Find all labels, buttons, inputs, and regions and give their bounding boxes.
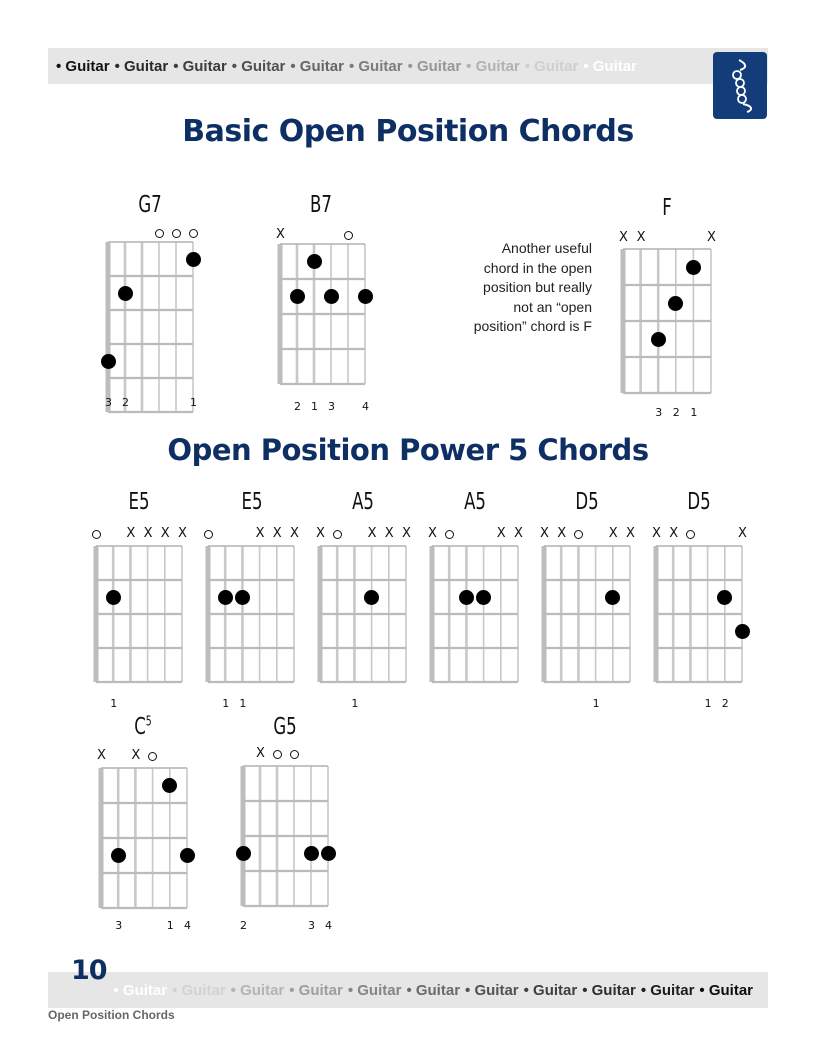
chord-name: A5: [464, 489, 486, 515]
chord-grid: [317, 543, 409, 685]
band-word: • Guitar: [407, 57, 462, 75]
muted-string-mark: X: [540, 526, 549, 541]
chord-name: E5: [241, 489, 263, 515]
fingering-number: 2: [240, 919, 247, 932]
open-string-icon: [333, 530, 342, 539]
open-string-icon: [92, 530, 101, 539]
fingering-number: 3: [328, 400, 335, 413]
chord-name: G7: [138, 192, 162, 218]
fingering-number: 1: [166, 919, 174, 932]
muted-string-mark: X: [514, 526, 523, 541]
fingering-number: 2: [122, 396, 129, 409]
muted-string-mark: X: [178, 526, 187, 541]
finger-dot: [118, 286, 133, 301]
finger-dot: [735, 624, 750, 639]
chord-name: F: [662, 195, 672, 221]
band-word: • Guitar: [290, 57, 344, 75]
fingering-number: 2: [721, 697, 729, 710]
muted-string-mark: X: [143, 526, 153, 541]
chord-grid: [653, 543, 745, 685]
finger-dot: [236, 846, 251, 861]
chord-grid: [541, 543, 633, 685]
muted-string-mark: X: [652, 526, 661, 541]
band-word: • Guitar: [699, 981, 753, 999]
muted-string-mark: X: [636, 230, 646, 245]
finger-dot: [364, 590, 379, 605]
fingering-number: 1: [690, 406, 698, 419]
fingering-number: 3: [115, 919, 123, 932]
open-string-icon: [290, 750, 299, 759]
finger-dot: [651, 332, 666, 347]
fingering-number: 3: [105, 396, 112, 409]
page-number: 10: [71, 955, 107, 986]
muted-string-mark: X: [384, 526, 394, 541]
muted-string-mark: X: [255, 526, 265, 541]
band-word: • Guitar: [113, 981, 168, 999]
band-word: • Guitar: [173, 57, 227, 75]
chord-name: B7: [310, 192, 332, 218]
fingering-number: 1: [351, 697, 359, 710]
finger-dot: [358, 289, 373, 304]
finger-dot: [290, 289, 305, 304]
fingering-number: 1: [239, 697, 247, 710]
open-string-icon: [148, 752, 157, 761]
chord-name: G5: [273, 714, 297, 740]
finger-dot: [668, 296, 683, 311]
chord-name-superscript: 5: [145, 714, 152, 730]
chord-grid: [205, 543, 297, 685]
muted-string-mark: X: [126, 526, 136, 541]
finger-dot: [605, 590, 620, 605]
footer-band: [48, 972, 768, 1008]
band-word: • Guitar: [582, 981, 636, 999]
open-string-icon: [686, 530, 695, 539]
finger-dot: [186, 252, 201, 267]
fingering-number: 1: [110, 697, 118, 710]
muted-string-mark: X: [626, 526, 635, 541]
fingering-number: 4: [325, 919, 332, 932]
muted-string-mark: X: [669, 526, 679, 541]
finger-dot: [324, 289, 339, 304]
band-word: • Guitar: [524, 57, 579, 75]
band-word: • Guitar: [172, 981, 226, 999]
muted-string-mark: X: [272, 526, 282, 541]
finger-dot: [717, 590, 732, 605]
fingering-number: 3: [308, 919, 315, 932]
finger-dot: [321, 846, 336, 861]
muted-string-mark: X: [131, 748, 141, 763]
fingering-number: 1: [311, 400, 318, 413]
chain-logo-icon: [713, 52, 767, 119]
muted-string-mark: X: [557, 526, 567, 541]
header-band: [48, 48, 768, 84]
fingering-number: 4: [184, 919, 191, 932]
muted-string-mark: X: [367, 526, 377, 541]
finger-dot: [476, 590, 491, 605]
fingering-number: 1: [190, 396, 197, 409]
muted-string-mark: X: [97, 748, 106, 763]
chord-name: $C^5$: [134, 714, 152, 740]
fingering-number: 1: [592, 697, 600, 710]
band-word: • Guitar: [289, 981, 343, 999]
chord-grid: [105, 239, 196, 415]
finger-dot: [304, 846, 319, 861]
muted-string-mark: X: [608, 526, 618, 541]
finger-dot: [111, 848, 126, 863]
finger-dot: [101, 354, 116, 369]
band-word: • Guitar: [406, 981, 461, 999]
fingering-number: 3: [655, 406, 663, 419]
muted-string-mark: X: [496, 526, 506, 541]
band-word: • Guitar: [348, 57, 403, 75]
muted-string-mark: X: [402, 526, 411, 541]
section-label: Open Position Chords: [48, 1008, 175, 1022]
chord-name: E5: [128, 489, 150, 515]
band-word: • Guitar: [523, 981, 578, 999]
chord-grid: [429, 543, 521, 685]
band-word: • Guitar: [466, 57, 520, 75]
fingering-number: 1: [704, 697, 712, 710]
muted-string-mark: X: [160, 526, 170, 541]
finger-dot: [686, 260, 701, 275]
band-word: • Guitar: [347, 981, 402, 999]
chord-name: D5: [575, 489, 599, 515]
finger-dot: [235, 590, 250, 605]
chord-grid: [240, 763, 331, 909]
band-word: • Guitar: [465, 981, 519, 999]
band-word: • Guitar: [231, 57, 286, 75]
open-string-icon: [445, 530, 454, 539]
muted-string-mark: X: [316, 526, 325, 541]
fingering-number: 2: [294, 400, 301, 413]
finger-dot: [459, 590, 474, 605]
finger-dot: [106, 590, 121, 605]
band-word: • Guitar: [640, 981, 695, 999]
band-word: • Guitar: [114, 57, 169, 75]
open-string-icon: [155, 229, 164, 238]
finger-dot: [218, 590, 233, 605]
finger-dot: [180, 848, 195, 863]
muted-string-mark: X: [256, 746, 265, 761]
f-chord-note: Another useful chord in the open position but really not an “open position” chord is F: [473, 240, 592, 334]
band-word: • Guitar: [230, 981, 285, 999]
muted-string-mark: X: [707, 230, 716, 245]
fingering-number: 4: [362, 400, 369, 413]
open-string-icon: [273, 750, 282, 759]
band-word: • Guitar: [583, 57, 637, 75]
open-string-icon: [574, 530, 583, 539]
open-string-icon: [189, 229, 198, 238]
muted-string-mark: X: [276, 227, 285, 242]
chord-name: D5: [687, 489, 711, 515]
open-string-icon: [344, 231, 353, 240]
section-title-power: Open Position Power 5 Chords: [167, 433, 649, 467]
muted-string-mark: X: [738, 526, 747, 541]
fingering-number: 1: [222, 697, 230, 710]
band-word: • Guitar: [56, 57, 110, 75]
section-title-basic: Basic Open Position Chords: [182, 114, 634, 149]
chord-name: A5: [352, 489, 374, 515]
open-string-icon: [172, 229, 181, 238]
chord-grid: [93, 543, 185, 685]
chord-grid: [277, 241, 368, 387]
fingering-number: 2: [672, 406, 680, 419]
muted-string-mark: X: [428, 526, 437, 541]
muted-string-mark: X: [290, 526, 299, 541]
finger-dot: [307, 254, 322, 269]
publisher-logo: [713, 52, 767, 119]
open-string-icon: [204, 530, 213, 539]
muted-string-mark: X: [619, 230, 628, 245]
